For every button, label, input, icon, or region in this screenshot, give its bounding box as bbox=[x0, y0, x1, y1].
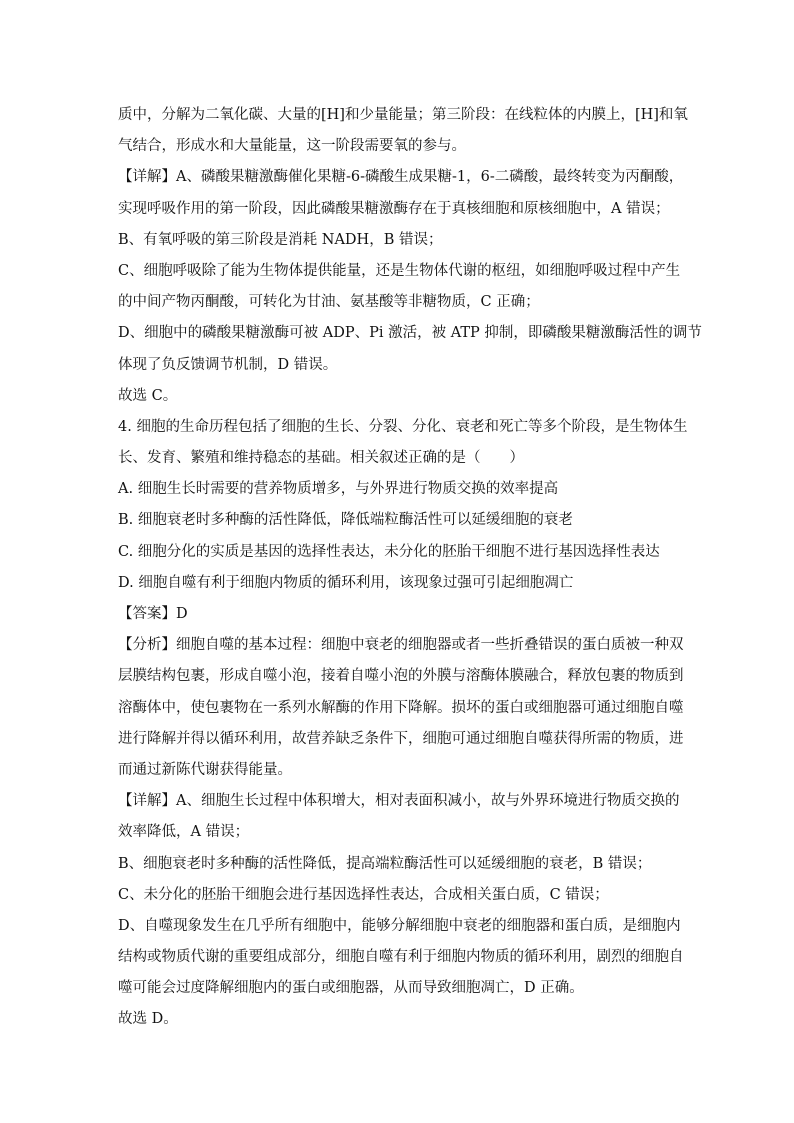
text-line: D、自噬现象发生在几乎所有细胞中，能够分解细胞中衰老的细胞器和蛋白质，是细胞内 bbox=[118, 917, 681, 934]
text-line: D、细胞中的磷酸果糖激酶可被 ADP、Pi 激活，被 ATP 抑制，即磷酸果糖激酶活性的调节 bbox=[118, 325, 702, 342]
explanation-line: 【详解】A、磷酸果糖激酶催化果糖-6-磷酸生成果糖-1，6-二磷酸，最终转变为丙酮酸， bbox=[118, 169, 684, 186]
text-line: C、细胞呼吸除了能为生物体提供能量，还是生物体代谢的枢纽，如细胞呼吸过程中产生 bbox=[118, 262, 681, 279]
text-line: 气结合，形成水和大量能量，这一阶段需要氧的参与。 bbox=[118, 138, 466, 155]
text-line: 结构或物质代谢的重要组成部分，细胞自噬有利于细胞内物质的循环利用，剧烈的细胞自 bbox=[118, 949, 684, 966]
option-b: B. 细胞衰老时多种酶的活性降低，降低端粒酶活性可以延缓细胞的衰老 bbox=[118, 512, 573, 529]
question-stem-line: 长、发育、繁殖和维持稳态的基础。相关叙述正确的是（ ） bbox=[118, 450, 524, 467]
option-a: A. 细胞生长时需要的营养物质增多，与外界进行物质交换的效率提高 bbox=[118, 481, 559, 498]
answer-line: 【答案】D bbox=[118, 606, 188, 622]
text-line: 噬可能会过度降解细胞内的蛋白或细胞器，从而导致细胞凋亡，D 正确。 bbox=[118, 980, 584, 997]
text-line: B、有氧呼吸的第三阶段是消耗 NADH，B 错误； bbox=[118, 231, 443, 248]
text-line: 溶酶体中，使包裹物在一系列水解酶的作用下降解。损坏的蛋白或细胞器可通过细胞自噬 bbox=[118, 699, 684, 716]
text-line: C、未分化的胚胎干细胞会进行基因选择性表达，合成相关蛋白质，C 错误； bbox=[118, 886, 609, 903]
text-line: 效率降低，A 错误； bbox=[118, 824, 250, 841]
analysis-line: 【分析】细胞自噬的基本过程：细胞中衰老的细胞器或者一些折叠错误的蛋白质被一种双 bbox=[118, 637, 684, 654]
text-line: 的中间产物丙酮酸，可转化为甘油、氨基酸等非糖物质，C 正确； bbox=[118, 294, 540, 311]
text-line: 层膜结构包裹，形成自噬小泡，接着自噬小泡的外膜与溶酶体膜融合，释放包裹的物质到 bbox=[118, 668, 684, 685]
text-line: 而通过新陈代谢获得能量。 bbox=[118, 761, 292, 778]
text-line: 体现了负反馈调节机制，D 错误。 bbox=[118, 356, 338, 373]
answer-selection-line: 故选 D。 bbox=[118, 1011, 178, 1028]
text-line: 实现呼吸作用的第一阶段，因此磷酸果糖激酶存在于真核细胞和原核细胞中，A 错误； bbox=[118, 200, 670, 217]
answer-selection-line: 故选 C。 bbox=[118, 387, 178, 404]
document-body bbox=[118, 100, 702, 1036]
question-stem-line: 4. 细胞的生命历程包括了细胞的生长、分裂、分化、衰老和死亡等多个阶段，是生物体生 bbox=[118, 418, 688, 435]
text-line: B、细胞衰老时多种酶的活性降低，提高端粒酶活性可以延缓细胞的衰老，B 错误； bbox=[118, 855, 652, 872]
text-line: 进行降解并得以循环利用，故营养缺乏条件下，细胞可通过细胞自噬获得所需的物质，进 bbox=[118, 730, 684, 747]
option-d: D. 细胞自噬有利于细胞内物质的循环利用，该现象过强可引起细胞凋亡 bbox=[118, 574, 574, 591]
explanation-line: 【详解】A、细胞生长过程中体积增大，相对表面积减小，故与外界环境进行物质交换的 bbox=[118, 793, 680, 810]
option-c: C. 细胞分化的实质是基因的选择性表达，未分化的胚胎干细胞不进行基因选择性表达 bbox=[118, 543, 660, 560]
text-line: 质中，分解为二氧化碳、大量的[H]和少量能量；第三阶段：在线粒体的内膜上，[H]和氧 bbox=[118, 107, 688, 123]
